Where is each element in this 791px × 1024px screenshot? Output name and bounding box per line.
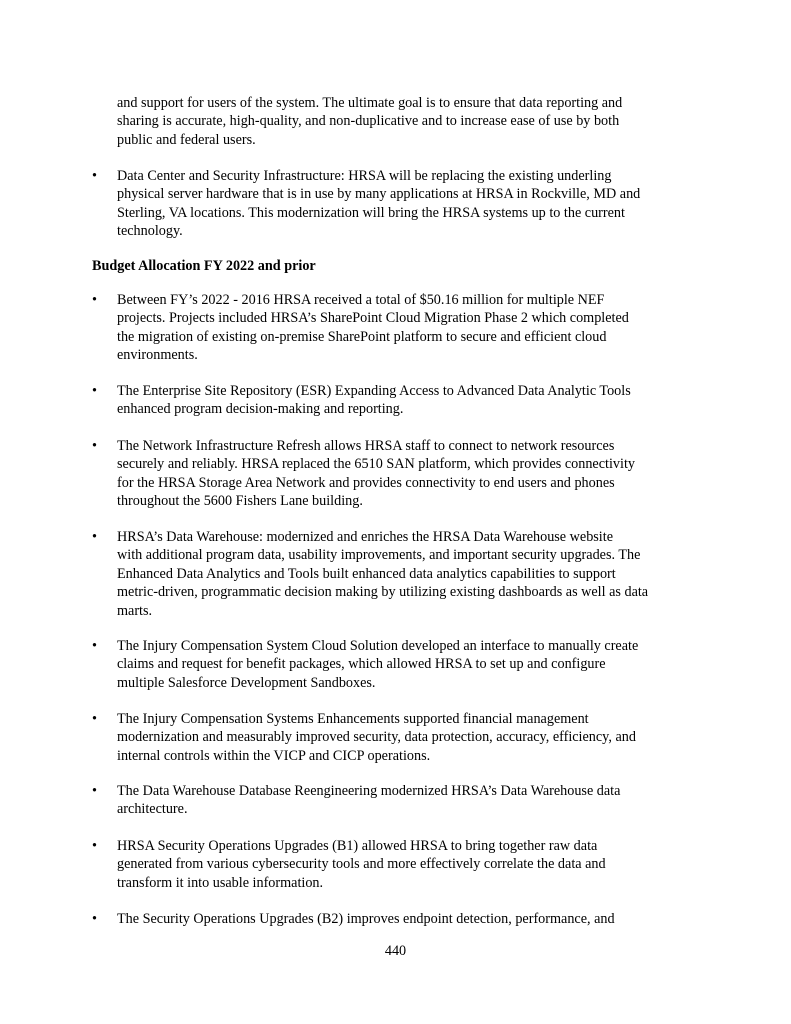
bullet-marker: • (92, 711, 97, 727)
bullet-dw-reengineering: The Data Warehouse Database Reengineering modernized HRSA’s Data Warehouse data architecture. (117, 783, 621, 818)
bullet-marker: • (92, 438, 97, 454)
bullet-marker: • (92, 292, 97, 308)
bullet-secops-b1: HRSA Security Operations Upgrades (B1) allowed HRSA to bring together raw data generated from various cybersecurity tools and more effectively correlate the data and transform it into usable information. (117, 838, 606, 891)
bullet-injury-cloud: The Injury Compensation System Cloud Solution developed an interface to manually create claims and request for benefit packages, which allowed HRSA to set up and configure multiple Salesforce Development Sandboxes. (117, 638, 639, 691)
bullet-injury-enhancements: The Injury Compensation Systems Enhancements supported financial management modernization and measurably improved security, data protection, accuracy, efficiency, and internal controls within the VICP and CICP operations. (117, 711, 636, 764)
continuation-paragraph: and support for users of the system. The ultimate goal is to ensure that data reporting and sharing is accurate, high-quality, and non-duplicative and to increase ease of use by both public and federal users. (117, 95, 623, 148)
bullet-funding-total: Between FY’s 2022 - 2016 HRSA received a total of $50.16 million for multiple NEF projects. Projects included HRSA’s SharePoint Cloud Migration Phase 2 which completed the migration of existing on-premise SharePoint platform to secure and efficient cloud environments. (117, 292, 629, 364)
bullet-network-refresh: The Network Infrastructure Refresh allows HRSA staff to connect to network resources securely and reliably. HRSA replaced the 6510 SAN platform, which provides connectivity for the HRSA Storage Area Network and provides connectivity to end users and phones throughout the 5600 Fishers Lane building. (117, 438, 635, 510)
bullet-marker: • (92, 911, 97, 927)
bullet-data-center: Data Center and Security Infrastructure: HRSA will be replacing the existing underling physical server hardware that is in use by many applications at HRSA in Rockville, MD and Sterling, VA locations. This modernization will bring the HRSA systems up to the current technology. (117, 168, 641, 240)
bullet-secops-b2: The Security Operations Upgrades (B2) improves endpoint detection, performance, and (117, 911, 615, 927)
bullet-marker: • (92, 638, 97, 654)
bullet-marker: • (92, 383, 97, 399)
bullet-marker: • (92, 168, 97, 184)
bullet-marker: • (92, 529, 97, 545)
bullet-marker: • (92, 783, 97, 799)
section-heading: Budget Allocation FY 2022 and prior (92, 258, 316, 274)
bullet-marker: • (92, 838, 97, 854)
bullet-esr: The Enterprise Site Repository (ESR) Expanding Access to Advanced Data Analytic Tools enhanced program decision-making and reporting. (117, 383, 631, 418)
page-number: 440 (384, 943, 407, 959)
bullet-data-warehouse: HRSA’s Data Warehouse: modernized and enriches the HRSA Data Warehouse website with additional program data, usability improvements, and important security upgrades. The Enhanced Data Analytics and Tools built enhanced data analytics capabilities to support metric-driven, programmatic decision making by utilizing existing dashboards as well as data marts. (117, 529, 649, 619)
